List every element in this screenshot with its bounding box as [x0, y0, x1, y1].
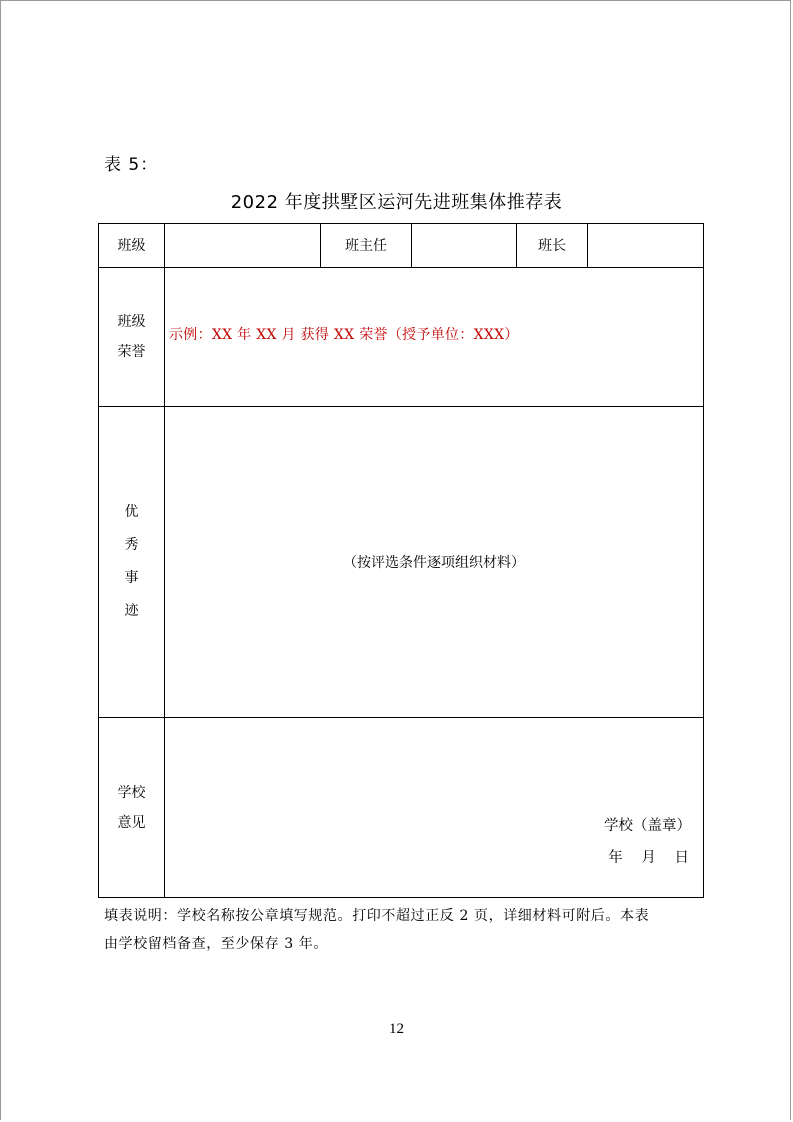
fill-instructions-line2: 由学校留档备查，至少保存 3 年。: [104, 936, 329, 952]
opinion-row: [99, 718, 704, 898]
head-teacher-field[interactable]: [412, 224, 517, 268]
table-label: 表 5：: [104, 155, 159, 175]
opinion-field[interactable]: [165, 718, 704, 898]
monitor-label: 班长: [517, 224, 588, 268]
deeds-note: （按评选条件逐项组织材料）: [343, 555, 525, 571]
monitor-field[interactable]: [588, 224, 704, 268]
opinion-label: [99, 718, 165, 898]
honors-row: [99, 268, 704, 407]
class-info-row: [99, 224, 704, 268]
opinion-label-line2: 意见: [117, 814, 146, 831]
document-title: 2022 年度拱墅区运河先进班集体推荐表: [230, 192, 563, 213]
date-line: 年 月 日: [608, 850, 689, 866]
honors-label-line1: 班级: [117, 314, 146, 330]
class-field[interactable]: [165, 224, 321, 268]
opinion-label-line1: 学校: [117, 784, 146, 801]
school-stamp-text: 学校（盖章）: [604, 818, 691, 834]
page-number: 12: [389, 1021, 404, 1037]
deeds-row: [99, 407, 704, 718]
deeds-label-char: 秀: [124, 537, 139, 553]
honors-label: [99, 268, 165, 407]
deeds-label-char: 事: [124, 570, 139, 586]
deeds-label: [99, 407, 165, 718]
deeds-label-char: 迹: [124, 603, 139, 619]
honors-label-line2: 荣誉: [117, 344, 146, 360]
honors-field[interactable]: [165, 268, 704, 407]
honors-example-text: 示例：XX 年 XX 月 获得 XX 荣誉（授予单位：XXX）: [169, 327, 519, 343]
deeds-label-char: 优: [124, 504, 139, 520]
deeds-field[interactable]: [165, 407, 704, 718]
fill-instructions: [104, 902, 704, 958]
class-label: 班级: [99, 224, 165, 268]
fill-instructions-line1: 填表说明：学校名称按公章填写规范。打印不超过正反 2 页，详细材料可附后。本表: [104, 908, 650, 924]
recommendation-form: [98, 223, 704, 898]
head-teacher-label: 班主任: [321, 224, 412, 268]
